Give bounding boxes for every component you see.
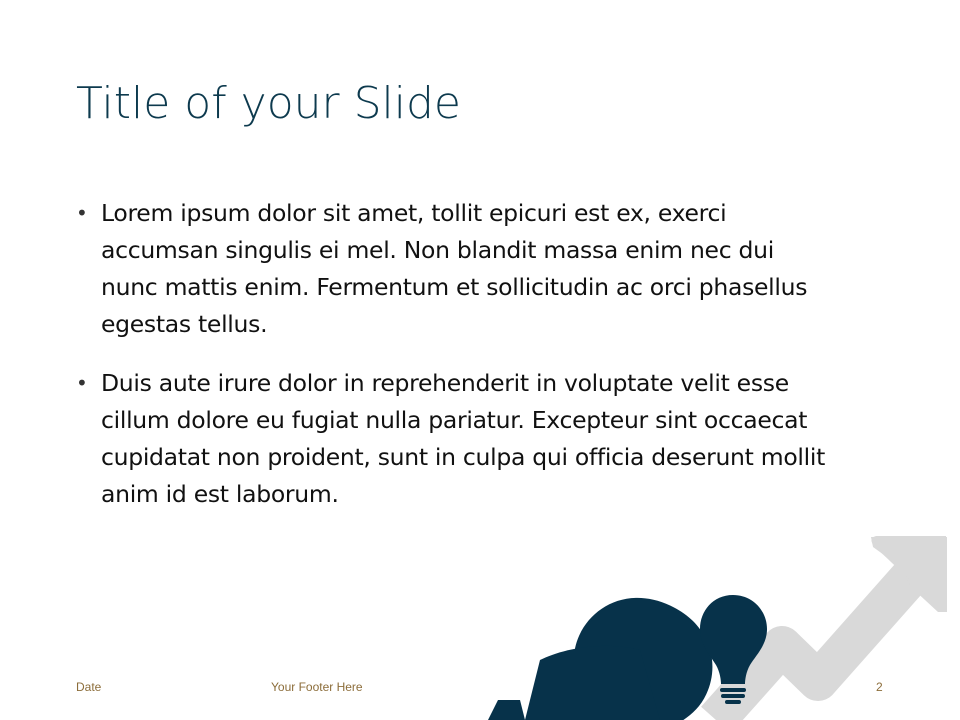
- bullet-item: [76, 365, 836, 513]
- slide-title: Title of your Slide: [76, 78, 461, 129]
- bullet-glyph: •: [76, 201, 88, 225]
- slide-number: 2: [876, 680, 883, 694]
- bullet-item: [76, 195, 836, 343]
- bullet-list: [76, 195, 836, 535]
- bullet-glyph: •: [76, 371, 88, 395]
- bullet-text: Lorem ipsum dolor sit amet, tollit epicuri est ex, exerci accumsan singulis ei mel. Non blandit massa enim nec dui nunc mattis enim. Fermentum et sollicitudin ac orci phasellus egestas tellus.: [101, 199, 808, 338]
- footer-text: Your Footer Here: [271, 680, 363, 694]
- footer-date: Date: [76, 680, 102, 694]
- bullet-text: Duis aute irure dolor in reprehenderit in voluptate velit esse cillum dolore eu fugiat nulla pariatur. Excepteur sint occaecat cupidatat non proident, sunt in culpa qui officia deserunt mollit anim id est laborum.: [101, 369, 826, 508]
